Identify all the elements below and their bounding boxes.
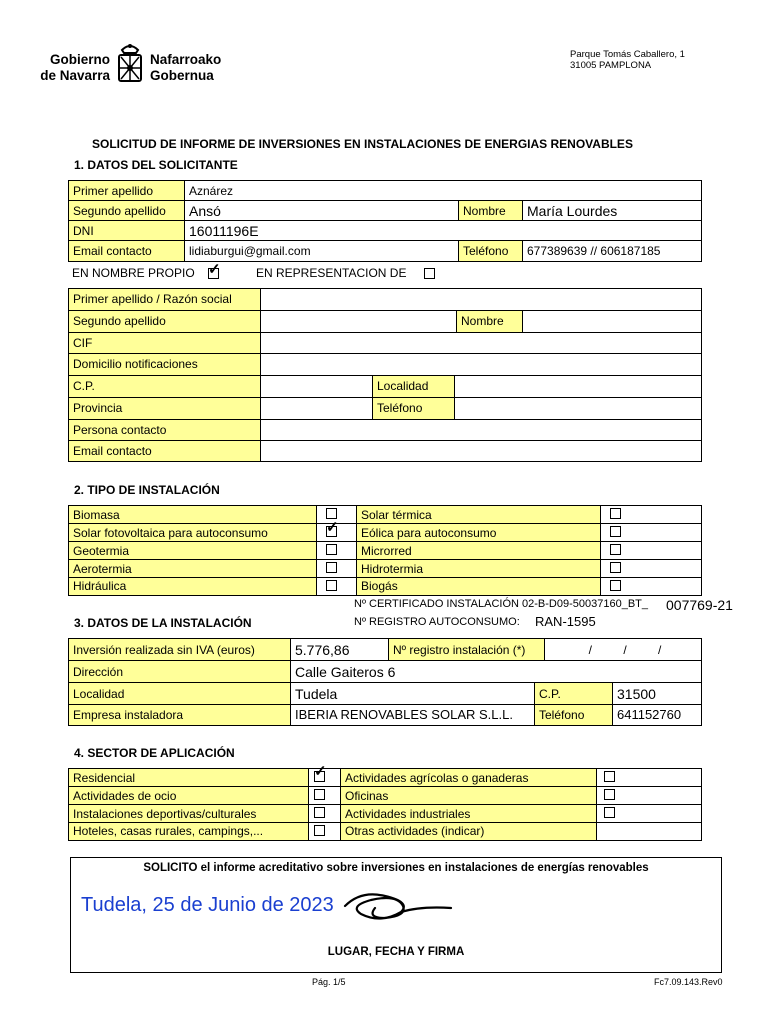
- rep-provincia-field[interactable]: [261, 398, 373, 420]
- hoteles-checkbox[interactable]: [314, 825, 325, 836]
- telefono-label: Teléfono: [459, 241, 523, 261]
- rep-primer-apellido-label: Primer apellido / Razón social: [69, 289, 261, 311]
- tipo-label-hidrotermia: Hidrotermia: [357, 560, 601, 578]
- rep-nombre-label: Nombre: [457, 311, 523, 333]
- eolica-checkbox[interactable]: [610, 526, 621, 537]
- email-field[interactable]: lidiaburgui@gmail.com: [185, 241, 459, 261]
- sector-label-residencial: Residencial: [69, 769, 309, 787]
- segundo-apellido-field[interactable]: Ansó: [185, 201, 459, 221]
- rep-email-label: Email contacto: [69, 441, 261, 461]
- section4-heading: 4. SECTOR DE APLICACIÓN: [74, 746, 235, 760]
- rep-cp-field[interactable]: [261, 376, 373, 398]
- direccion-field[interactable]: Calle Gaiteros 6: [291, 661, 701, 683]
- localidad-field[interactable]: Tudela: [291, 683, 535, 705]
- rep-cif-field[interactable]: [261, 333, 701, 354]
- rep-cp-label: C.P.: [69, 376, 261, 398]
- registro-autoconsumo-value[interactable]: RAN-1595: [535, 614, 596, 629]
- tipo-label-hidraulica: Hidráulica: [69, 578, 317, 595]
- sector-label-ocio: Actividades de ocio: [69, 787, 309, 805]
- place-date[interactable]: Tudela, 25 de Junio de 2023: [81, 894, 334, 916]
- tipo-label-eolica: Eólica para autoconsumo: [357, 524, 601, 542]
- solar-termica-checkbox[interactable]: [610, 508, 621, 519]
- tipo-instalacion-table: [68, 505, 702, 596]
- sector-label-industriales: Actividades industriales: [341, 805, 597, 823]
- rep-segundo-apellido-label: Segundo apellido: [69, 311, 261, 333]
- registro-autoconsumo-label: Nº REGISTRO AUTOCONSUMO:: [354, 616, 520, 628]
- cp-field[interactable]: 31500: [613, 683, 701, 705]
- solicito-text: SOLICITO el informe acreditativo sobre inversiones en instalaciones de energías renovables: [143, 862, 649, 874]
- logo-right-text: Nafarroako Gobernua: [150, 52, 222, 83]
- tipo-cb-cell: [317, 542, 357, 560]
- sector-label-deportivas: Instalaciones deportivas/culturales: [69, 805, 309, 823]
- tipo-label-biogas: Biogás: [357, 578, 601, 595]
- nombre-field[interactable]: María Lourdes: [523, 201, 701, 221]
- empresa-field[interactable]: IBERIA RENOVABLES SOLAR S.L.L.: [291, 705, 535, 725]
- inversion-label: Inversión realizada sin IVA (euros): [69, 639, 291, 661]
- agricolas-checkbox[interactable]: [604, 771, 615, 782]
- rep-segundo-apellido-field[interactable]: [261, 311, 457, 333]
- certificado-label: Nº CERTIFICADO INSTALACIÓN 02-B-D09-50037160_BT_: [354, 598, 648, 610]
- rep-persona-label: Persona contacto: [69, 420, 261, 441]
- representacion-checkbox[interactable]: [424, 268, 435, 279]
- email-label: Email contacto: [69, 241, 185, 261]
- rep-domicilio-label: Domicilio notificaciones: [69, 354, 261, 376]
- rep-persona-field[interactable]: [261, 420, 701, 441]
- rep-telefono-label: Teléfono: [373, 398, 455, 420]
- empresa-telefono-field[interactable]: 641152760: [613, 705, 701, 725]
- tipo-label-solar-termica: Solar térmica: [357, 506, 601, 524]
- dni-label: DNI: [69, 221, 185, 241]
- page-title: SOLICITUD DE INFORME DE INVERSIONES EN INSTALACIONES DE ENERGIAS RENOVABLES: [92, 137, 633, 151]
- address: Parque Tomás Caballero, 1 31005 PAMPLONA: [570, 49, 685, 71]
- representacion-label: EN REPRESENTACION DE: [256, 266, 407, 280]
- primer-apellido-field[interactable]: Aznárez: [185, 181, 701, 201]
- rep-nombre-field[interactable]: [523, 311, 701, 333]
- otras-actividades-field[interactable]: [597, 823, 701, 840]
- direccion-label: Dirección: [69, 661, 291, 683]
- hidraulica-checkbox[interactable]: [326, 580, 337, 591]
- navarra-shield-icon: [114, 40, 146, 86]
- nombre-label: Nombre: [459, 201, 523, 221]
- registro-instalacion-field[interactable]: / / /: [545, 639, 701, 661]
- rep-primer-apellido-field[interactable]: [261, 289, 701, 311]
- empresa-telefono-label: Teléfono: [535, 705, 613, 725]
- page-number: Pág. 1/5: [312, 977, 346, 987]
- nombre-propio-label: EN NOMBRE PROPIO: [72, 266, 195, 280]
- lugar-fecha-firma-label: LUGAR, FECHA Y FIRMA: [327, 946, 465, 958]
- certificado-value[interactable]: 007769-21: [666, 597, 733, 613]
- biogas-checkbox[interactable]: [610, 580, 621, 591]
- rep-localidad-label: Localidad: [373, 376, 455, 398]
- localidad-label: Localidad: [69, 683, 291, 705]
- ocio-checkbox[interactable]: [314, 789, 325, 800]
- biomasa-checkbox[interactable]: [326, 508, 337, 519]
- registro-instalacion-label: Nº registro instalación (*): [389, 639, 545, 661]
- check-mark-icon: ✓: [208, 261, 221, 278]
- rep-email-field[interactable]: [261, 441, 701, 461]
- telefono-field[interactable]: 677389639 // 606187185: [523, 241, 701, 261]
- primer-apellido-label: Primer apellido: [69, 181, 185, 201]
- solicitante-table: [68, 180, 702, 262]
- signature-icon: [341, 886, 461, 926]
- tipo-label-geotermia: Geotermia: [69, 542, 317, 560]
- logo-left-text: Gobierno de Navarra: [40, 52, 110, 83]
- representante-table: [68, 288, 702, 462]
- cp-label: C.P.: [535, 683, 613, 705]
- tipo-label-fotovoltaica: Solar fotovoltaica para autoconsumo: [69, 524, 317, 542]
- industriales-checkbox[interactable]: [604, 807, 615, 818]
- sector-label-otras: Otras actividades (indicar): [341, 823, 597, 840]
- section3-heading: 3. DATOS DE LA INSTALACIÓN: [74, 616, 252, 630]
- microrred-checkbox[interactable]: [610, 544, 621, 555]
- segundo-apellido-label: Segundo apellido: [69, 201, 185, 221]
- dni-field[interactable]: 16011196E: [185, 221, 701, 241]
- inversion-field[interactable]: 5.776,86: [291, 639, 389, 661]
- tipo-label-aerotermia: Aerotermia: [69, 560, 317, 578]
- geotermia-checkbox[interactable]: [326, 544, 337, 555]
- rep-provincia-label: Provincia: [69, 398, 261, 420]
- tipo-cb-cell: [317, 560, 357, 578]
- datos-instalacion-table: [68, 638, 702, 726]
- document-code: Fc7.09.143.Rev0: [654, 977, 723, 987]
- tipo-cb-cell: [317, 578, 357, 595]
- sector-label-hoteles: Hoteles, casas rurales, campings,...: [69, 823, 309, 840]
- hidrotermia-checkbox[interactable]: [610, 562, 621, 573]
- sector-label-oficinas: Oficinas: [341, 787, 597, 805]
- section2-heading: 2. TIPO DE INSTALACIÓN: [74, 483, 220, 497]
- check-mark-icon: ✓: [326, 519, 339, 536]
- rep-domicilio-field[interactable]: [261, 354, 701, 376]
- oficinas-checkbox[interactable]: [604, 789, 615, 800]
- tipo-label-microrred: Microrred: [357, 542, 601, 560]
- empresa-label: Empresa instaladora: [69, 705, 291, 725]
- rep-telefono-field[interactable]: [455, 398, 701, 420]
- check-mark-icon: ✓: [314, 763, 327, 780]
- rep-cif-label: CIF: [69, 333, 261, 354]
- aerotermia-checkbox[interactable]: [326, 562, 337, 573]
- rep-localidad-field[interactable]: [455, 376, 701, 398]
- tipo-label-biomasa: Biomasa: [69, 506, 317, 524]
- deportivas-checkbox[interactable]: [314, 807, 325, 818]
- solicito-box: [70, 857, 722, 973]
- sector-label-agricolas: Actividades agrícolas o ganaderas: [341, 769, 597, 787]
- section1-heading: 1. DATOS DEL SOLICITANTE: [74, 158, 238, 172]
